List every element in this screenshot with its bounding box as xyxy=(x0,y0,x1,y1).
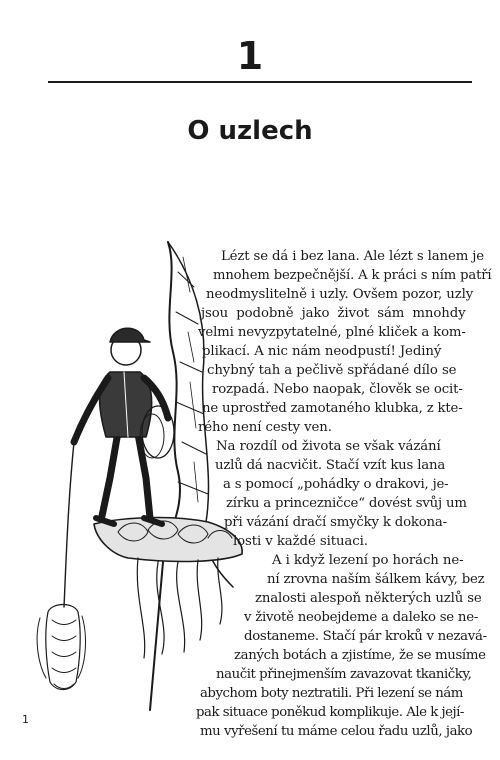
chapter-rule xyxy=(48,81,472,83)
text-line: a s pomocí „pohádky o drakovi, je- xyxy=(223,477,449,492)
text-line: abychom boty neztratili. Při lezení se nám xyxy=(200,686,463,701)
text-line: naučit přinejmenším zavazovat tkaničky, xyxy=(216,667,472,682)
text-line: zaných botách a zjistíme, že se musíme xyxy=(234,648,486,663)
text-line: ní zrovna naším šálkem kávy, bez xyxy=(267,572,485,587)
text-line: mu vyřešení tu máme celou řadu uzlů, jako xyxy=(200,724,473,739)
text-line: plikací. A nic nám neodpustí! Jediný xyxy=(202,344,442,359)
text-line: A i když lezení po horách ne- xyxy=(272,553,464,568)
text-line: velmi nevyzpytatelné, plné kliček a kom- xyxy=(198,325,466,340)
text-line: zírku a princezničce“ dovést svůj um xyxy=(226,496,467,511)
text-line: Lézt se dá i bez lana. Ale lézt s lanem je xyxy=(221,249,484,264)
text-line: pak situace poněkud komplikuje. Ale k její- xyxy=(196,705,464,720)
text-line: chybný tah a pečlivě spřádané dílo se xyxy=(207,363,457,378)
text-line: losti v každé situaci. xyxy=(233,534,368,549)
text-line: mnohem bezpečnější. A k práci s ním patří xyxy=(213,268,492,283)
text-line: neodmyslitelně i uzly. Ovšem pozor, uzly xyxy=(206,287,474,302)
text-line: při vázání dračí smyčky k dokona- xyxy=(224,515,447,530)
text-line: ne uprostřed zamotaného klubka, z kte- xyxy=(202,401,463,416)
page-number: 1 xyxy=(22,713,29,726)
text-line: znalosti alespoň některých uzlů se xyxy=(255,591,482,606)
text-line: v životě neobejdeme a daleko se ne- xyxy=(244,610,479,625)
text-line: rozpadá. Nebo naopak, člověk se ocit- xyxy=(212,382,463,397)
text-line: jsou podobně jako život sám mnohdy xyxy=(201,306,466,321)
text-line: dostaneme. Stačí pár kroků v nezavá- xyxy=(244,629,487,644)
chapter-title: O uzlech xyxy=(187,116,313,146)
chapter-number: 1 xyxy=(236,34,264,78)
text-line: rého není cesty ven. xyxy=(198,420,332,435)
text-line: uzlů dá nacvičit. Stačí vzít kus lana xyxy=(215,458,446,473)
text-line: Na rozdíl od života se však vázání xyxy=(216,439,441,454)
